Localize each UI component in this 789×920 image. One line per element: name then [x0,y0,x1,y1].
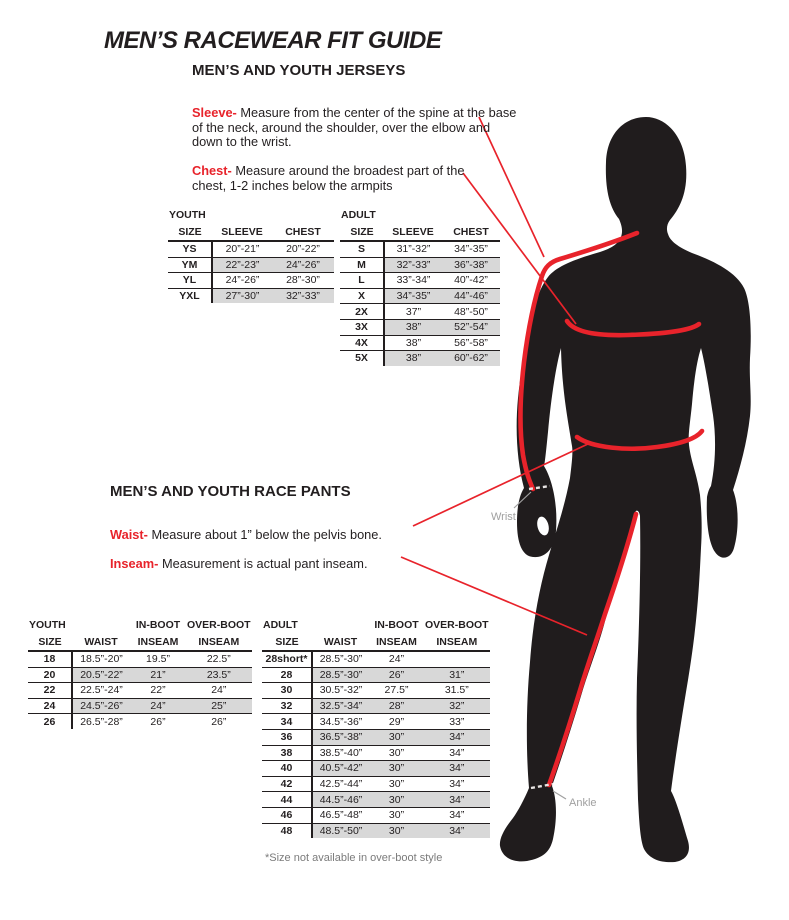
body-silhouette [500,117,751,862]
table-body [262,651,490,838]
value-cell: 28.5”-30” [312,667,369,683]
value-cell: 44.5”-46” [312,792,369,808]
value-cell: 26” [150,715,166,728]
table-row [262,761,490,777]
table-row [340,319,500,335]
size-cell: 38 [262,745,312,761]
ankle-label: Ankle [569,797,597,809]
value-cell: 27.5” [369,683,424,699]
value-cell: 31”-32” [384,241,442,257]
value-cell: 24”-26” [272,257,334,273]
waist-description [110,528,440,543]
sleeve-description [192,106,517,151]
value-cell: 33” [424,714,490,730]
wrist-label: Wrist [491,511,516,523]
size-cell: 40 [262,761,312,777]
table-row [262,714,490,730]
column-header-row [168,223,334,241]
sleeve-term: Sleeve- [192,104,237,120]
value-cell: 24” [130,698,186,714]
value-cell: 31.5” [424,683,490,699]
col-inseam: INSEAM [130,633,186,651]
col-inseam: INSEAM [369,633,424,651]
table-row [262,807,490,823]
column-header-row [262,633,490,651]
value-cell: 34.5”-36” [312,714,369,730]
col-overboot-group: OVER-BOOT [187,619,251,631]
table-row [340,257,500,273]
value-cell: 27”-30” [212,288,272,303]
value-cell: 30.5”-32” [312,683,369,699]
size-cell: 28 [262,667,312,683]
col-size: SIZE [262,633,312,651]
size-cell: YS [168,241,212,257]
value-cell: 32”-33” [384,257,442,273]
value-cell: 30” [369,745,424,761]
footnote: *Size not available in over-boot style [265,852,443,864]
size-cell: 24 [28,698,72,714]
value-cell: 30” [369,729,424,745]
table-row [262,745,490,761]
size-cell: 46 [262,807,312,823]
table-row [28,651,252,667]
col-size: SIZE [340,223,384,241]
size-cell: 18 [28,651,72,667]
size-cell: 3X [340,319,384,335]
value-cell: 48”-50” [442,304,500,320]
group-header-row [28,616,252,633]
table-row [28,667,252,683]
pants-heading: MEN’S AND YOUTH RACE PANTS [110,483,351,500]
size-cell: 4X [340,335,384,351]
value-cell: 24.5”-26” [72,698,130,714]
size-cell: YL [168,273,212,289]
size-cell: X [340,288,384,304]
col-inseam: INSEAM [186,633,252,651]
sleeve-desc-text: Measure from the center of the spine at the base of the neck, around the shoulder, over the elbow and down to the wrist. [192,104,517,150]
value-cell: 30” [369,807,424,823]
chest-desc-text: Measure around the broadest part of the chest, 1-2 inches below the armpits [192,162,465,193]
table-row [28,714,252,729]
size-cell: 42 [262,776,312,792]
group-header-row [340,206,500,223]
inseam-desc-text: Measurement is actual pant inseam. [161,555,368,571]
value-cell: 20”-21” [212,241,272,257]
value-cell: 23.5” [186,667,252,683]
value-cell: 60”-62” [442,351,500,366]
size-cell: 20 [28,667,72,683]
group-header-row [168,206,334,223]
table-group-label: ADULT [263,619,298,631]
value-cell: 31” [424,667,490,683]
size-cell: 48 [262,823,312,838]
table-row [340,304,500,320]
table-row [262,683,490,699]
youth-pants-table [28,616,252,729]
youth-jersey-table [168,206,334,303]
value-cell: 38” [384,319,442,335]
value-cell: 30” [369,823,424,838]
value-cell: 26.5”-28” [80,715,123,728]
value-cell: 24”-26” [212,273,272,289]
value-cell: 46.5”-48” [312,807,369,823]
size-cell: 22 [28,683,72,699]
value-cell: 34” [424,807,490,823]
value-cell: 42.5”-44” [312,776,369,792]
col-size: SIZE [168,223,212,241]
column-header-row [28,633,252,651]
size-cell: YM [168,257,212,273]
value-cell: 32”-33” [272,288,334,303]
value-cell: 34” [424,823,490,838]
value-cell: 28.5”-30” [312,651,369,667]
size-cell: 44 [262,792,312,808]
value-cell: 20.5”-22” [72,667,130,683]
value-cell: 38” [384,335,442,351]
size-cell: 36 [262,729,312,745]
value-cell: 26” [211,715,227,728]
value-cell: 37” [384,304,442,320]
column-header-row [340,223,500,241]
table-body [28,651,252,729]
value-cell: 56”-58” [442,335,500,351]
value-cell: 34” [424,761,490,777]
value-cell: 34” [424,729,490,745]
col-sleeve: SLEEVE [212,223,272,241]
value-cell: 34”-35” [384,288,442,304]
table-row [340,335,500,351]
value-cell: 36”-38” [442,257,500,273]
value-cell: 34” [424,792,490,808]
size-cell: 5X [340,351,384,366]
value-cell: 20”-22” [272,241,334,257]
value-cell: 38.5”-40” [312,745,369,761]
value-cell: 36.5”-38” [312,729,369,745]
value-cell: 40”-42” [442,273,500,289]
table-row [168,257,334,273]
table-row [262,667,490,683]
inseam-description [110,557,440,572]
value-cell: 22.5”-24” [72,683,130,699]
table-row [262,792,490,808]
table-row [168,273,334,289]
value-cell: 48.5”-50” [312,823,369,838]
table-row [340,288,500,304]
table-body [340,241,500,366]
col-overboot-group: OVER-BOOT [425,619,489,631]
group-header-row [262,616,490,633]
value-cell: 28”-30” [272,273,334,289]
size-cell: 28short* [262,651,312,667]
size-cell: 34 [262,714,312,730]
jerseys-heading: MEN’S AND YOUTH JERSEYS [192,62,406,79]
page-title: MEN’S RACEWEAR FIT GUIDE [104,27,442,54]
value-cell: 28” [369,698,424,714]
table-row [262,698,490,714]
table-group-label: YOUTH [29,619,66,631]
table-row [340,241,500,257]
size-cell: 26 [28,714,72,729]
table-row [340,351,500,366]
size-cell: 2X [340,304,384,320]
table-group-label: YOUTH [169,209,206,221]
inseam-term: Inseam- [110,555,159,571]
table-row [262,729,490,745]
adult-pants-table [262,616,490,838]
value-cell: 30” [369,792,424,808]
value-cell: 22”-23” [212,257,272,273]
value-cell: 34” [424,745,490,761]
col-inseam: INSEAM [424,633,490,651]
value-cell: 33”-34” [384,273,442,289]
size-cell: M [340,257,384,273]
value-cell: 40.5”-42” [312,761,369,777]
value-cell: 26” [369,667,424,683]
size-cell: L [340,273,384,289]
table-row [262,651,490,667]
size-cell: 30 [262,683,312,699]
col-inboot-group: IN-BOOT [374,619,419,631]
waist-desc-text: Measure about 1” below the pelvis bone. [151,526,382,542]
col-inboot-group: IN-BOOT [135,619,181,631]
value-cell: 34” [424,776,490,792]
size-cell: YXL [168,288,212,303]
table-row [168,288,334,303]
value-cell: 34”-35” [442,241,500,257]
table-group-label: ADULT [341,209,376,221]
table-body [168,241,334,303]
value-cell: 29” [369,714,424,730]
col-waist: WAIST [312,633,369,651]
value-cell: 19.5” [130,651,186,667]
value-cell: 52”-54” [442,319,500,335]
value-cell: 24” [369,651,424,667]
col-waist: WAIST [72,633,130,651]
waist-term: Waist- [110,526,148,542]
value-cell: 24” [186,683,252,699]
value-cell [424,651,490,667]
table-row [262,823,490,838]
table-row [168,241,334,257]
value-cell: 32.5”-34” [312,698,369,714]
col-chest: CHEST [272,223,334,241]
value-cell: 30” [369,761,424,777]
value-cell: 22” [130,683,186,699]
chest-term: Chest- [192,162,232,178]
adult-jersey-table [340,206,500,366]
size-cell: 32 [262,698,312,714]
value-cell: 30” [369,776,424,792]
col-chest: CHEST [442,223,500,241]
value-cell: 21” [130,667,186,683]
size-cell: S [340,241,384,257]
value-cell: 32” [424,698,490,714]
chest-description [192,164,492,194]
col-sleeve: SLEEVE [384,223,442,241]
value-cell: 44”-46” [442,288,500,304]
value-cell: 22.5” [186,651,252,667]
table-row [340,273,500,289]
value-cell: 18.5”-20” [72,651,130,667]
value-cell: 25” [186,698,252,714]
table-row [28,683,252,699]
col-size: SIZE [28,633,72,651]
table-row [262,776,490,792]
value-cell: 38” [384,351,442,366]
table-row [28,698,252,714]
